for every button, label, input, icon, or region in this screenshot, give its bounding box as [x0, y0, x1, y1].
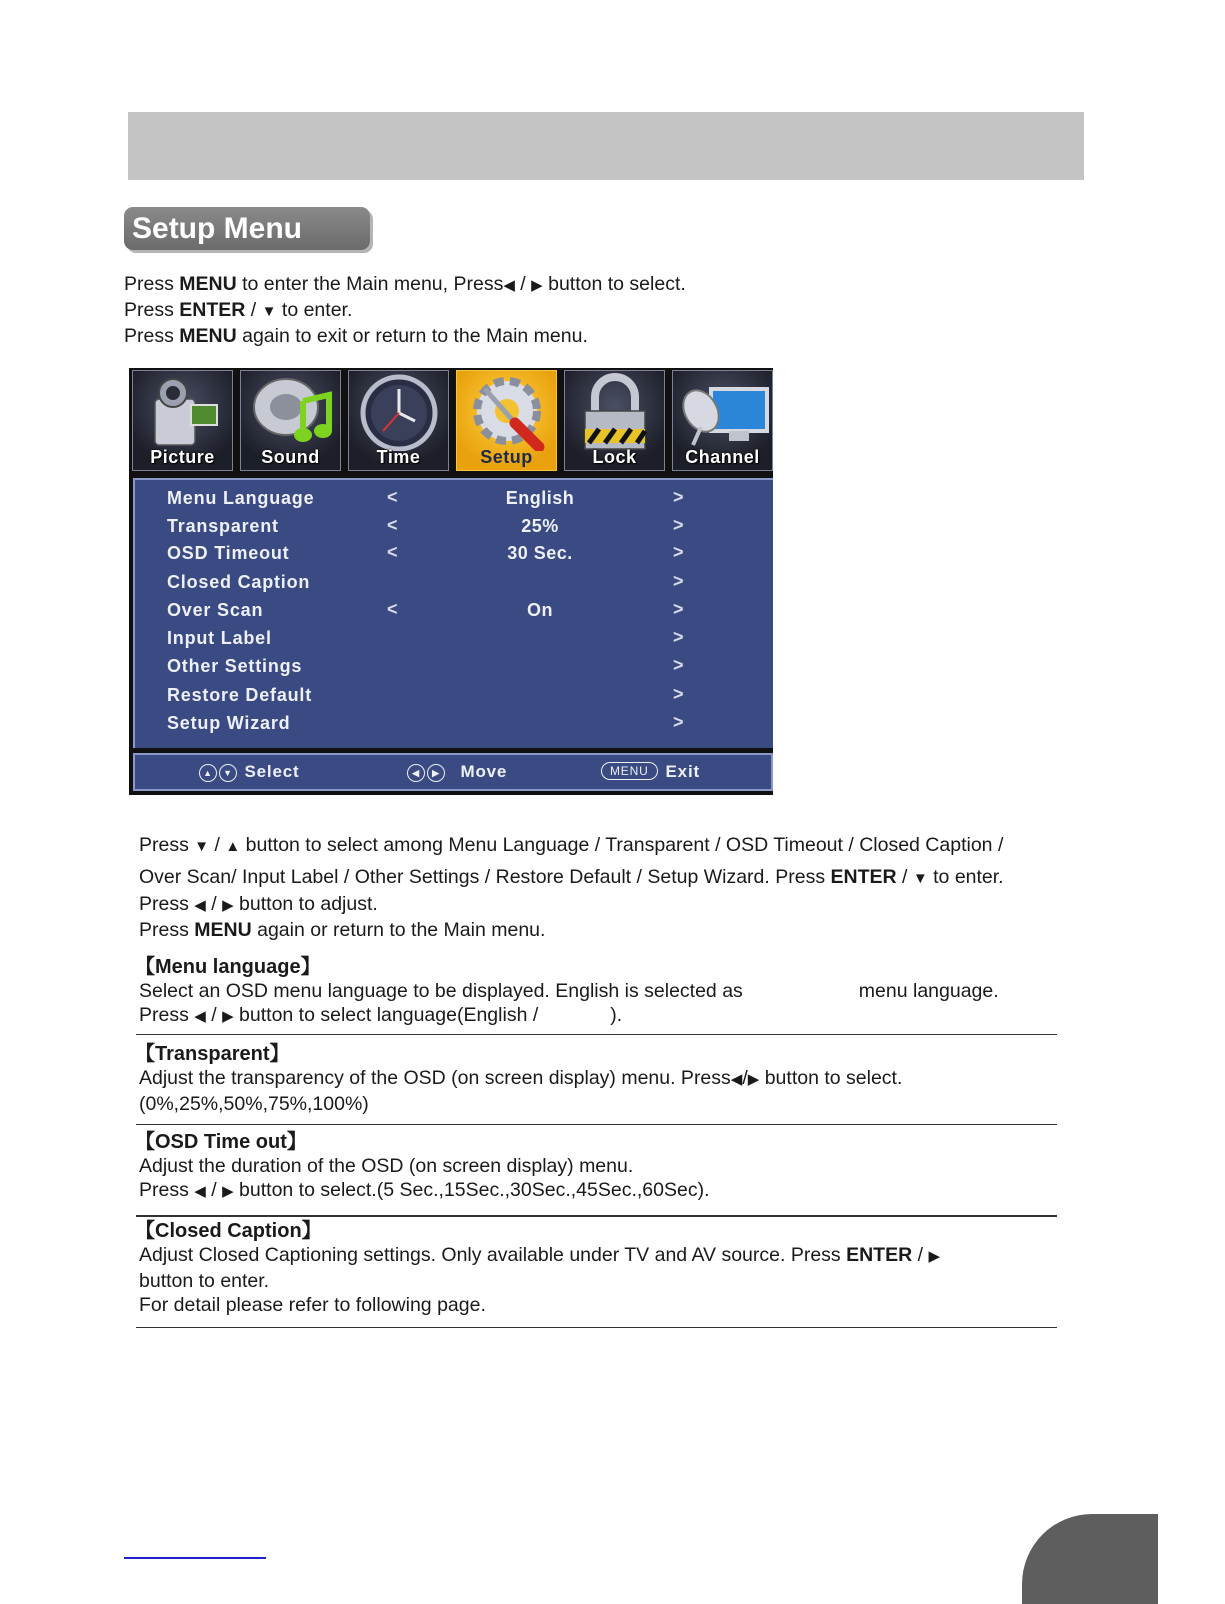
- down-arrow-icon: ▼: [219, 764, 237, 782]
- section-heading-badge: [124, 207, 370, 250]
- tab-sound[interactable]: [240, 370, 341, 471]
- chevron-right-icon[interactable]: >: [673, 542, 684, 562]
- speaker-note-icon: [241, 371, 342, 451]
- closed-caption-line-1: Adjust Closed Captioning settings. Only available under TV and AV source. Press ENTER / ▶: [139, 1244, 940, 1266]
- menu-row-restore-default[interactable]: Restore Default >: [167, 684, 684, 705]
- osd-timeout-heading: 【OSD Time out】: [135, 1131, 307, 1153]
- tab-lock[interactable]: [564, 370, 665, 471]
- tab-label-picture: Picture: [150, 447, 215, 467]
- padlock-icon: [565, 371, 666, 451]
- instructions-line-2: Over Scan/ Input Label / Other Settings / Restore Default / Setup Wizard. Press ENTER / ▼ to enter.: [139, 866, 1004, 888]
- menu-language-heading: 【Menu language】: [135, 956, 321, 978]
- tab-label-sound: Sound: [261, 447, 320, 467]
- section-transparent: [135, 1042, 903, 1116]
- divider: [136, 1124, 1057, 1125]
- tab-channel[interactable]: [672, 370, 773, 471]
- menu-row-other-settings[interactable]: Other Settings >: [167, 655, 684, 676]
- intro-instructions: [124, 272, 686, 348]
- chevron-right-icon[interactable]: >: [673, 627, 684, 647]
- section-closed-caption: [135, 1219, 940, 1317]
- menu-row-input-label[interactable]: Input Label >: [167, 627, 684, 648]
- osd-menu-panel: [133, 478, 773, 748]
- chevron-right-icon[interactable]: >: [673, 684, 684, 704]
- transparent-line-2: (0%,25%,50%,75%,100%): [139, 1093, 369, 1115]
- chevron-right-icon[interactable]: >: [673, 515, 684, 535]
- camcorder-icon: [133, 371, 234, 451]
- section-title: Setup Menu: [132, 212, 302, 245]
- down-triangle-icon: ▼: [261, 303, 277, 320]
- tab-picture[interactable]: [132, 370, 233, 471]
- osd-setup-menu-screenshot: [129, 368, 773, 795]
- chevron-right-icon[interactable]: >: [673, 655, 684, 675]
- left-triangle-icon: ◀: [194, 1183, 206, 1200]
- divider: [136, 1327, 1057, 1328]
- right-triangle-icon: ▶: [531, 277, 543, 294]
- header-bar: [128, 112, 1084, 180]
- menu-row-setup-wizard[interactable]: Setup Wizard >: [167, 712, 684, 733]
- hint-move: ◀ ▶ Move: [407, 762, 507, 782]
- osd-timeout-line-2: Press ◀ / ▶ button to select.(5 Sec.,15Sec.,30Sec.,45Sec.,60Sec).: [139, 1179, 710, 1201]
- left-triangle-icon: ◀: [194, 897, 206, 914]
- instructions-line-1: Press ▼ / ▲ button to select among Menu Language / Transparent / OSD Timeout / Closed Caption /: [139, 834, 1004, 856]
- tab-label-time: Time: [376, 447, 421, 467]
- closed-caption-line-3: For detail please refer to following page.: [139, 1294, 486, 1316]
- menu-row-transparent[interactable]: Transparent < 25% >: [167, 515, 684, 536]
- chevron-left-icon[interactable]: <: [387, 515, 398, 535]
- tab-label-channel: Channel: [685, 447, 760, 467]
- chevron-left-icon[interactable]: <: [387, 487, 398, 507]
- menu-row-closed-caption[interactable]: Closed Caption >: [167, 571, 684, 592]
- left-triangle-icon: ◀: [730, 1071, 743, 1088]
- osd-timeout-line-1: Adjust the duration of the OSD (on screen display) menu.: [139, 1155, 634, 1177]
- transparent-heading: 【Transparent】: [135, 1043, 290, 1065]
- menu-language-line-1: Select an OSD menu language to be displayed. English is selected as menu language.: [139, 980, 999, 1002]
- osd-tab-row: [132, 370, 773, 473]
- clock-icon: [349, 371, 450, 451]
- satellite-monitor-icon: [673, 371, 773, 451]
- divider: [136, 1034, 1057, 1035]
- right-triangle-icon: ▶: [747, 1071, 760, 1088]
- chevron-left-icon[interactable]: <: [387, 599, 398, 619]
- instructions-line-4: Press MENU again or return to the Main menu.: [139, 919, 546, 941]
- down-triangle-icon: ▼: [912, 870, 928, 887]
- intro-line-2: Press ENTER / ▼ to enter.: [124, 299, 353, 321]
- menu-key-icon: MENU: [601, 762, 658, 780]
- tab-setup[interactable]: [456, 370, 557, 471]
- page-number-tab: [1022, 1514, 1158, 1604]
- gear-screwdriver-icon: [457, 371, 558, 451]
- down-triangle-icon: ▼: [194, 838, 210, 855]
- transparent-line-1: Adjust the transparency of the OSD (on screen display) menu. Press◀/▶ button to select.: [139, 1067, 903, 1089]
- tab-label-setup: Setup: [480, 447, 533, 467]
- right-arrow-icon: ▶: [427, 764, 445, 782]
- instructions-block: [139, 832, 1089, 942]
- section-menu-language: [135, 955, 999, 1029]
- section-osd-timeout: [135, 1130, 710, 1204]
- right-triangle-icon: ▶: [222, 1183, 234, 1200]
- divider: [136, 1215, 1057, 1217]
- closed-caption-heading: 【Closed Caption】: [135, 1220, 322, 1242]
- chevron-right-icon[interactable]: >: [673, 712, 684, 732]
- up-triangle-icon: ▲: [225, 838, 241, 855]
- right-triangle-icon: ▶: [222, 1008, 234, 1025]
- chevron-right-icon[interactable]: >: [673, 571, 684, 591]
- menu-row-osd-timeout[interactable]: OSD Timeout < 30 Sec. >: [167, 542, 684, 563]
- left-arrow-icon: ◀: [407, 764, 425, 782]
- left-triangle-icon: ◀: [503, 277, 515, 294]
- up-arrow-icon: ▲: [199, 764, 217, 782]
- osd-footer-hints: [133, 753, 773, 791]
- menu-language-line-2: Press ◀ / ▶ button to select language(English / ).: [139, 1004, 623, 1026]
- right-triangle-icon: ▶: [222, 897, 234, 914]
- menu-row-over-scan[interactable]: Over Scan < On >: [167, 599, 684, 620]
- tab-time[interactable]: [348, 370, 449, 471]
- hint-exit: MENU Exit: [601, 762, 700, 782]
- chevron-right-icon[interactable]: >: [673, 487, 684, 507]
- instructions-line-3: Press ◀ / ▶ button to adjust.: [139, 893, 378, 915]
- menu-row-menu-language[interactable]: Menu Language < English >: [167, 487, 684, 508]
- tab-label-lock: Lock: [592, 447, 637, 467]
- chevron-left-icon[interactable]: <: [387, 542, 398, 562]
- intro-line-3: Press MENU again to exit or return to the Main menu.: [124, 325, 588, 347]
- chevron-right-icon[interactable]: >: [673, 599, 684, 619]
- footer-link-underline[interactable]: [124, 1557, 266, 1559]
- right-triangle-icon: ▶: [928, 1248, 940, 1265]
- intro-line-1: Press MENU to enter the Main menu, Press◀ / ▶ button to select.: [124, 273, 686, 295]
- hint-select: ▲ ▼ Select: [199, 762, 299, 782]
- left-triangle-icon: ◀: [194, 1008, 206, 1025]
- closed-caption-line-2: button to enter.: [139, 1270, 270, 1292]
